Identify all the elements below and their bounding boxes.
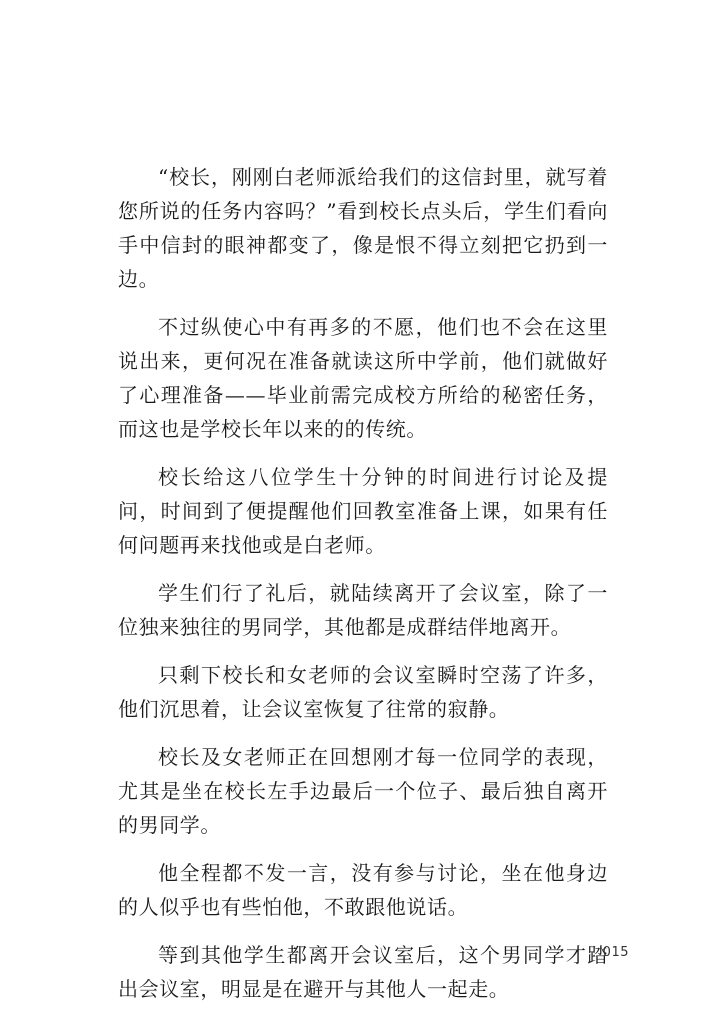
paragraph-1: “校长，刚刚白老师派给我们的这信封里，就写着您所说的任务内容吗？”看到校长点头后，学生们看向手中信封的眼神都变了，像是恨不得立刻把它扔到一边。 — [118, 165, 608, 291]
paragraph-5: 只剩下校长和女老师的会议室瞬时空荡了许多，他们沉思着，让会议室恢复了往常的寂静。 — [118, 663, 608, 721]
paragraph-7: 他全程都不发一言，没有参与讨论，坐在他身边的人似乎也有些怕他，不敢跟他说话。 — [118, 861, 608, 919]
page-number: 015 — [602, 945, 629, 960]
body-text — [118, 160, 608, 1020]
paragraph-2: 不过纵使心中有再多的不愿，他们也不会在这里说出来，更何况在准备就读这所中学前，他们就做好了心理准备——毕业前需完成校方所给的秘密任务，而这也是学校长年以来的的传统。 — [118, 315, 608, 441]
paragraph-4: 学生们行了礼后，就陆续离开了会议室，除了一位独来独往的男同学，其他都是成群结伴地离开。 — [118, 581, 608, 639]
paragraph-3: 校长给这八位学生十分钟的时间进行讨论及提问，时间到了便提醒他们回教室准备上课，如果有任何问题再来找他或是白老师。 — [118, 465, 608, 557]
paragraph-6: 校长及女老师正在回想刚才每一位同学的表现，尤其是坐在校长左手边最后一个位子、最后独自离开的男同学。 — [118, 745, 608, 837]
paragraph-8: 等到其他学生都离开会议室后，这个男同学才踏出会议室，明显是在避开与其他人一起走。 — [118, 943, 608, 1001]
